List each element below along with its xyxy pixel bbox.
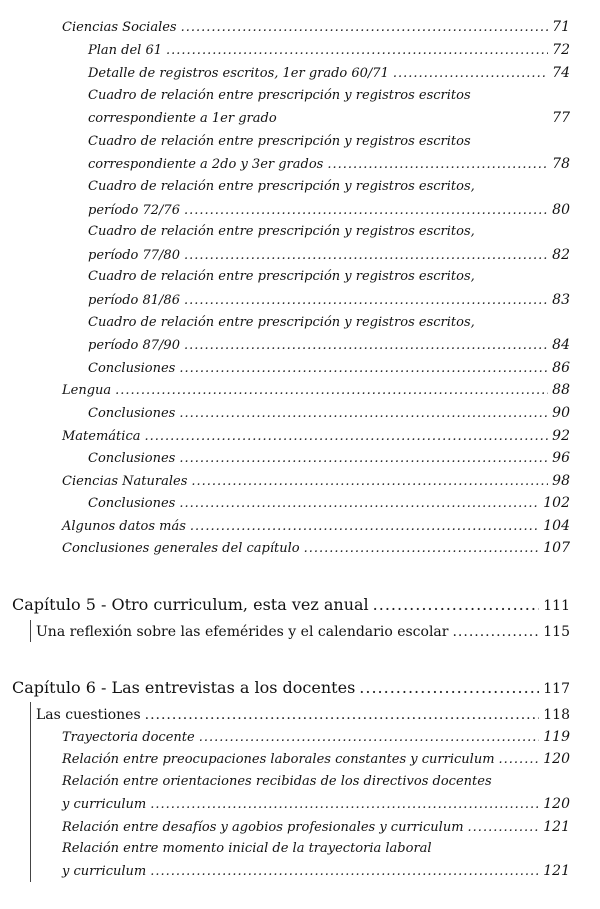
toc-entry-page: 96 [552,450,570,466]
leader-dots [468,820,540,835]
leader-dots [179,406,548,421]
toc-entry-page: 115 [543,624,570,640]
leader-dots [150,797,539,812]
toc-entry-first-line: Relación entre momento inicial de la trayectoria laboral [62,841,432,856]
toc-entry [62,540,570,556]
toc-entry [88,65,570,81]
toc-entry-label: Las cuestiones [36,707,141,723]
toc-entry [62,382,570,398]
leader-dots [184,248,548,263]
toc-entry-page: 111 [543,598,570,614]
toc-entry-label: Relación entre preocupaciones laborales constantes y curriculum [62,752,495,767]
leader-dots [327,157,548,172]
toc-entry-label: y curriculum [62,864,147,879]
leader-dots [499,752,540,767]
toc-entry-page: 82 [552,247,570,263]
toc-entry-page: 72 [552,42,570,58]
toc-entry [62,863,570,879]
toc-entry-page: 74 [552,65,570,81]
leader-dots [184,293,548,308]
leader-dots [184,203,548,218]
toc-entry-label: Matemática [62,429,141,444]
leader-dots [181,20,549,35]
toc-entry-first-line: Cuadro de relación entre prescripción y registros escritos [88,88,471,103]
toc-entry-label: Relación entre desafíos y agobios profesionales y curriculum [62,820,464,835]
toc-entry [62,796,570,812]
leader-dots [304,541,540,556]
toc-entry [88,110,570,126]
toc-entry-page: 121 [543,863,570,879]
toc-entry-label: Conclusiones [88,451,176,466]
toc-entry-label: correspondiente a 1er grado [88,111,277,126]
toc-entry-label: período 81/86 [88,293,180,308]
toc-entry-label: Trayectoria docente [62,730,195,745]
toc-entry [88,495,570,511]
toc-entry [88,405,570,421]
toc-entry [62,518,570,534]
toc-entry-first-line: Cuadro de relación entre prescripción y registros escritos, [88,269,475,284]
toc-entry [62,19,570,35]
toc-entry [88,247,570,263]
toc-entry [88,337,570,353]
toc-entry-page: 121 [543,819,570,835]
toc-entry-label: Algunos datos más [62,519,186,534]
toc-entry-first-line: Cuadro de relación entre prescripción y registros escritos, [88,224,475,239]
toc-entry-label: período 77/80 [88,248,180,263]
leader-dots [190,519,539,534]
toc-entry-page: 78 [552,156,570,172]
leader-dots [359,678,539,697]
leader-dots [145,707,540,723]
leader-dots [166,43,548,58]
leader-dots [452,624,539,640]
toc-entry-label: y curriculum [62,797,147,812]
toc-entry-page: 80 [552,202,570,218]
toc-entry-label: Capítulo 5 - Otro curriculum, esta vez anual [12,595,369,614]
toc-entry-page: 104 [543,518,570,534]
toc-entry-label: Conclusiones [88,496,176,511]
toc-entry-page: 102 [543,495,570,511]
toc-entry [88,360,570,376]
toc-entry-label: Una reflexión sobre las efemérides y el calendario escolar [36,624,449,640]
toc-entry-page: 119 [543,729,570,745]
margin-rule [30,702,31,882]
toc-chapter-entry [12,678,570,697]
toc-entry-page: 117 [543,681,570,697]
toc-entry-page: 86 [552,360,570,376]
toc-entry-label: Ciencias Sociales [62,20,177,35]
toc-entry-page: 120 [543,796,570,812]
toc-entry [88,292,570,308]
leader-dots [179,496,539,511]
toc-entry-page: 84 [552,337,570,353]
toc-entry-label: Plan del 61 [88,43,163,58]
toc-entry [62,428,570,444]
toc-entry-first-line: Cuadro de relación entre prescripción y registros escritos, [88,179,475,194]
toc-entry-page: 92 [552,428,570,444]
toc-entry [62,473,570,489]
leader-dots [144,429,548,444]
toc-entry-page: 71 [552,19,570,35]
leader-dots [179,451,548,466]
toc-entry-label: Detalle de registros escritos, 1er grado 60/71 [88,66,389,81]
toc-entry-label: Conclusiones generales del capítulo [62,541,300,556]
toc-entry-page: 88 [552,382,570,398]
toc-entry-first-line: Cuadro de relación entre prescripción y registros escritos [88,134,471,149]
toc-entry-page: 120 [543,751,570,767]
toc-entry-first-line: Relación entre orientaciones recibidas de los directivos docentes [62,774,492,789]
margin-rule [30,620,31,642]
toc-entry-label: Ciencias Naturales [62,474,188,489]
leader-dots [191,474,548,489]
toc-entry [88,202,570,218]
toc-entry [62,751,570,767]
leader-dots [115,383,548,398]
leader-dots [184,338,548,353]
leader-dots [199,730,540,745]
toc-entry-label: período 87/90 [88,338,180,353]
leader-dots [179,361,548,376]
leader-dots [150,864,539,879]
toc-entry-page: 98 [552,473,570,489]
toc-entry-label: correspondiente a 2do y 3er grados [88,157,324,172]
toc-entry-label: período 72/76 [88,203,180,218]
leader-dots [393,66,548,81]
toc-entry [36,707,570,723]
toc-entry [88,450,570,466]
toc-entry-page: 90 [552,405,570,421]
toc-chapter-entry [12,595,570,614]
toc-entry-page: 118 [543,707,570,723]
toc-entry-page: 107 [543,540,570,556]
toc-entry [62,819,570,835]
toc-entry [36,624,570,640]
toc-entry-page: 77 [552,110,570,126]
leader-dots [373,595,540,614]
toc-entry-label: Capítulo 6 - Las entrevistas a los docentes [12,678,356,697]
toc-entry [88,42,570,58]
toc-entry-page: 83 [552,292,570,308]
toc-entry-label: Conclusiones [88,406,176,421]
toc-entry [88,156,570,172]
toc-entry-label: Conclusiones [88,361,176,376]
toc-entry-first-line: Cuadro de relación entre prescripción y registros escritos, [88,315,475,330]
toc-entry-label: Lengua [62,383,112,398]
toc-entry [62,729,570,745]
